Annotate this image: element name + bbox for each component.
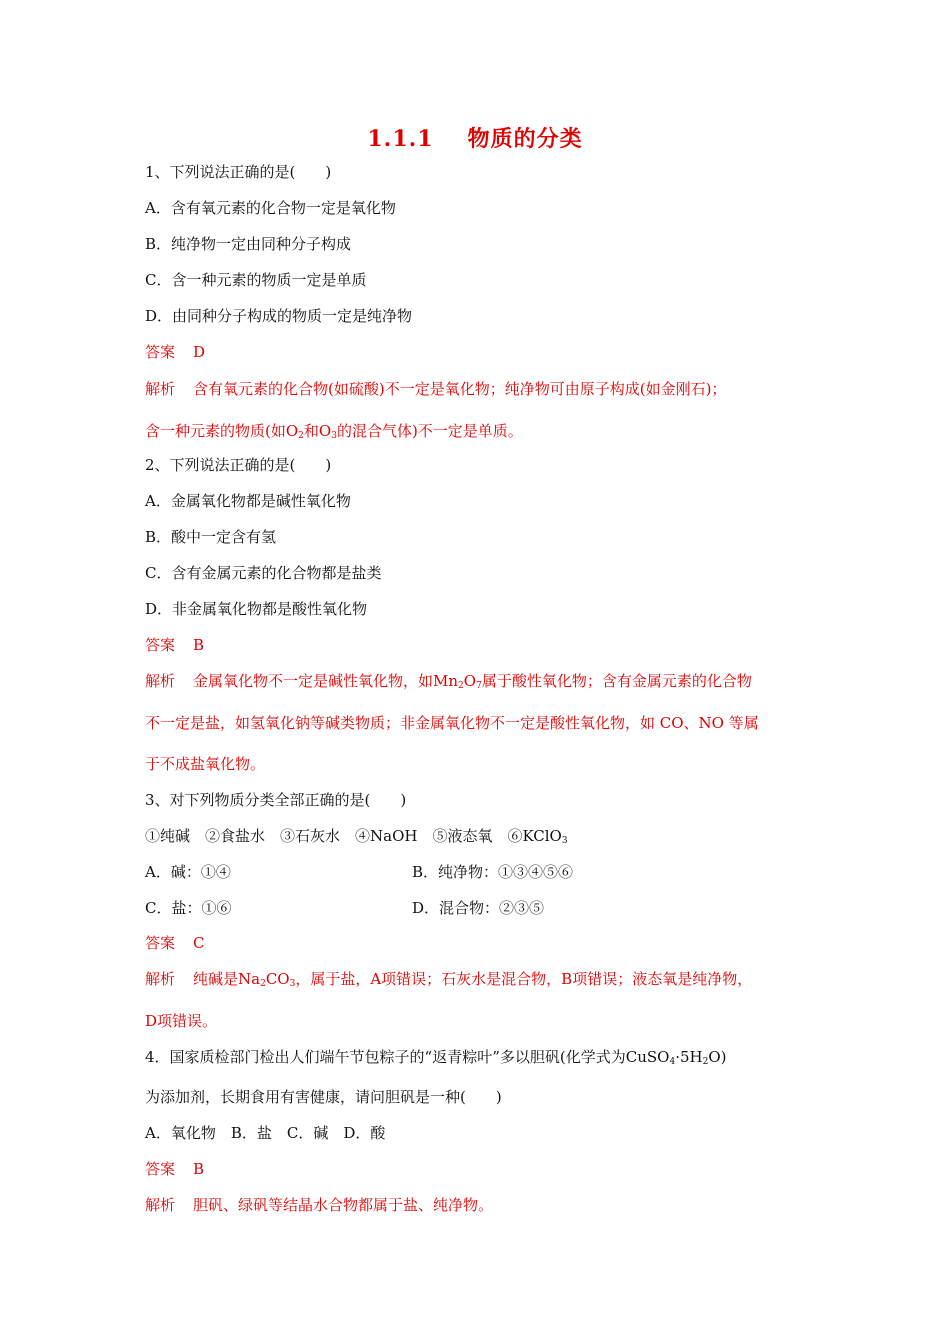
analysis-text: 胆矾、绿矾等结晶水合物都属于盐、纯净物。 xyxy=(193,1196,494,1214)
analysis-label: 解析 xyxy=(145,970,176,988)
subscript: 7 xyxy=(476,681,482,691)
analysis-text: 纯碱是Na xyxy=(193,970,261,988)
q3-option-d: D．混合物：②③⑤ xyxy=(412,899,545,917)
q2-option-a: A．金属氧化物都是碱性氧化物 xyxy=(145,492,351,510)
analysis-text: 的混合气体)不一定是单质。 xyxy=(336,422,523,440)
subscript: 2 xyxy=(298,431,304,441)
q3-analysis-line1 xyxy=(145,969,752,989)
q1-analysis-line1 xyxy=(145,379,726,399)
section-number: 1.1.1 xyxy=(367,126,434,152)
analysis-text: 含一种元素的物质(如O xyxy=(145,422,299,440)
answer-value: C xyxy=(193,934,205,952)
q2-analysis-line2: 不一定是盐，如氢氧化钠等碱类物质；非金属氧化物不一定是酸性氧化物，如 CO、NO 等属 xyxy=(145,714,759,732)
stem-text: O) xyxy=(708,1048,727,1066)
q2-stem: 2、下列说法正确的是( ) xyxy=(145,456,332,474)
q1-option-b: B．纯净物一定由同种分子构成 xyxy=(145,235,352,253)
q4-options: A．氧化物 B．盐 C．碱 D．酸 xyxy=(145,1124,386,1142)
q3-items xyxy=(145,826,568,846)
subscript: 2 xyxy=(702,1057,709,1067)
q1-option-c: C．含一种元素的物质一定是单质 xyxy=(145,271,367,289)
q4-stem-line2: 为添加剂，长期食用有害健康，请问胆矾是一种( ) xyxy=(145,1088,502,1106)
q1-answer xyxy=(145,342,205,362)
analysis-text: O xyxy=(463,672,477,690)
q2-option-c: C．含有金属元素的化合物都是盐类 xyxy=(145,564,382,582)
q2-answer xyxy=(145,635,204,655)
analysis-text: 属于酸性氧化物；含有金属元素的化合物 xyxy=(481,672,752,690)
q1-option-a: A．含有氧元素的化合物一定是氧化物 xyxy=(145,199,396,217)
q3-option-b: B．纯净物：①③④⑤⑥ xyxy=(412,863,574,881)
q3-stem: 3、对下列物质分类全部正确的是( ) xyxy=(145,791,407,809)
analysis-text: 含有氧元素的化合物(如硫酸)不一定是氧化物；纯净物可由原子构成(如金刚石)； xyxy=(193,380,727,398)
analysis-text: CO xyxy=(265,970,290,988)
subscript: 4 xyxy=(669,1057,676,1067)
answer-label: 答案 xyxy=(145,636,176,654)
page-title xyxy=(0,122,950,153)
answer-label: 答案 xyxy=(145,934,176,952)
q2-option-d: D．非金属氧化物都是酸性氧化物 xyxy=(145,600,368,618)
analysis-text: 金属氧化物不一定是碱性氧化物，如Mn xyxy=(193,672,459,690)
analysis-label: 解析 xyxy=(145,672,176,690)
subscript: 3 xyxy=(331,431,337,441)
answer-value: B xyxy=(193,1160,205,1178)
subscript: 2 xyxy=(458,681,464,691)
analysis-text: ，属于盐，A项错误；石灰水是混合物，B项错误；液态氧是纯净物， xyxy=(295,970,753,988)
q4-stem-line1 xyxy=(145,1047,726,1067)
q3-option-a: A．碱：①④ xyxy=(145,863,231,881)
subscript: 3 xyxy=(561,836,568,846)
q1-stem: 1、下列说法正确的是( ) xyxy=(145,163,332,181)
q1-option-d: D．由同种分子构成的物质一定是纯净物 xyxy=(145,307,413,325)
q3-option-c: C．盐：①⑥ xyxy=(145,899,232,917)
section-title: 物质的分类 xyxy=(467,126,583,152)
analysis-label: 解析 xyxy=(145,380,176,398)
subscript: 3 xyxy=(289,979,296,989)
q4-answer xyxy=(145,1159,204,1179)
q2-analysis-line1 xyxy=(145,671,752,691)
q1-analysis-line2 xyxy=(145,421,523,441)
analysis-label: 解析 xyxy=(145,1196,176,1214)
answer-value: B xyxy=(193,636,205,654)
items-text: ①纯碱 ②食盐水 ③石灰水 ④NaOH ⑤液态氧 ⑥KClO xyxy=(145,827,562,845)
stem-text: 4．国家质检部门检出人们端午节包粽子的“返青粽叶”多以胆矾(化学式为CuSO xyxy=(145,1048,670,1066)
answer-label: 答案 xyxy=(145,343,176,361)
analysis-text: 和O xyxy=(303,422,332,440)
subscript: 2 xyxy=(260,979,266,989)
q2-analysis-line3: 于不成盐氧化物。 xyxy=(145,755,266,773)
answer-value: D xyxy=(193,343,206,361)
q2-option-b: B．酸中一定含有氢 xyxy=(145,528,277,546)
stem-text: ·5H xyxy=(675,1048,703,1066)
answer-label: 答案 xyxy=(145,1160,176,1178)
q3-analysis-line2: D项错误。 xyxy=(145,1012,218,1030)
q3-answer xyxy=(145,933,205,953)
q4-analysis-line1 xyxy=(145,1195,493,1215)
